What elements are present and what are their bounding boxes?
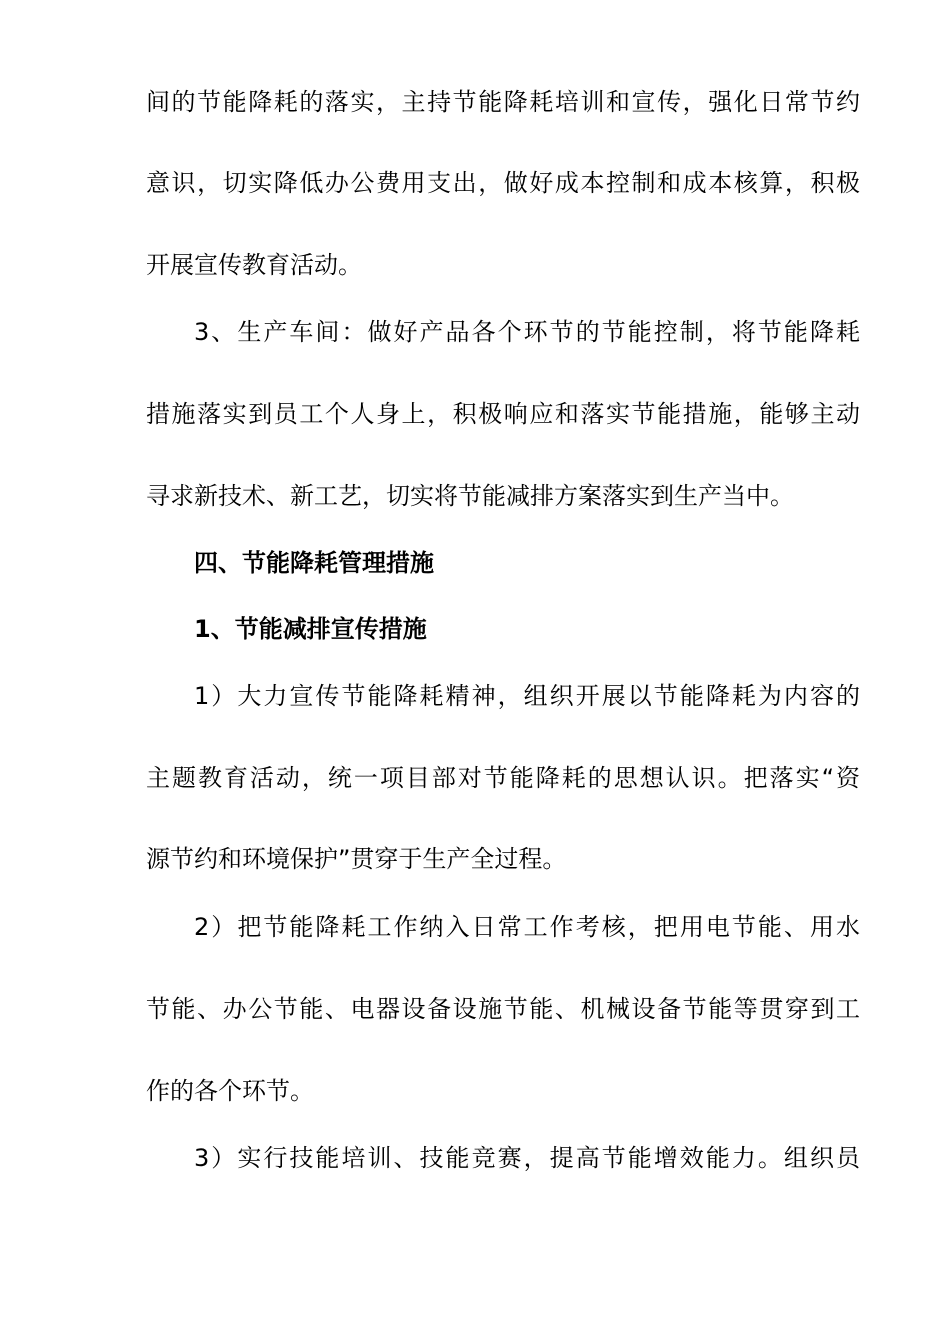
paragraph-line: 3、生产车间：做好产品各个环节的节能控制，将节能降耗 [194, 318, 860, 346]
section-heading: 四、节能降耗管理措施 [194, 549, 434, 577]
paragraph-line: 作的各个环节。 [146, 1077, 314, 1105]
paragraph-line: 源节约和环境保护”贯穿于生产全过程。 [146, 845, 567, 873]
paragraph-line: 3）实行技能培训、技能竞赛，提高节能增效能力。组织员 [194, 1144, 860, 1172]
paragraph-line: 节能、办公节能、电器设备设施节能、机械设备节能等贯穿到工 [146, 995, 860, 1023]
paragraph-line: 开展宣传教育活动。 [146, 251, 362, 279]
paragraph-line: 意识，切实降低办公费用支出，做好成本控制和成本核算，积极 [146, 169, 860, 197]
paragraph-line: 间的节能降耗的落实，主持节能降耗培训和宣传，强化日常节约 [146, 88, 860, 116]
subsection-heading: 1、节能减排宣传措施 [194, 615, 427, 643]
paragraph-line: 主题教育活动，统一项目部对节能降耗的思想认识。把落实“资 [146, 764, 860, 792]
paragraph-line: 2）把节能降耗工作纳入日常工作考核，把用电节能、用水 [194, 913, 860, 941]
paragraph-line: 寻求新技术、新工艺，切实将节能减排方案落实到生产当中。 [146, 482, 794, 510]
paragraph-line: 措施落实到员工个人身上，积极响应和落实节能措施，能够主动 [146, 400, 860, 428]
paragraph-line: 1）大力宣传节能降耗精神，组织开展以节能降耗为内容的 [194, 682, 860, 710]
